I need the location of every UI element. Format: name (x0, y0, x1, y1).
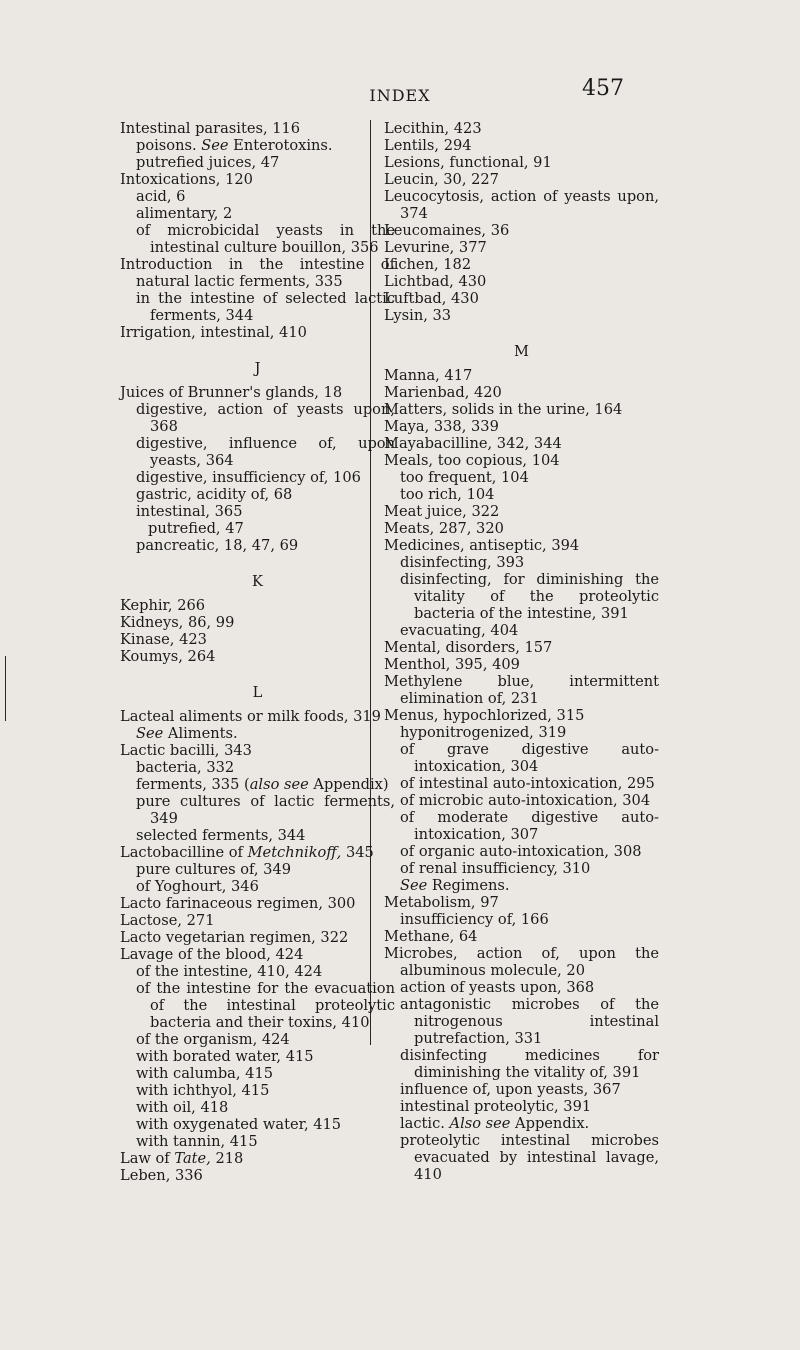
index-subentry: action of yeasts upon, 368 (400, 979, 595, 996)
entry-italic-name: Tate, (174, 1150, 211, 1167)
index-entry: Menthol, 395, 409 (384, 656, 520, 673)
index-entry: Lactose, 271 (120, 912, 215, 929)
index-subentry: intestinal, 365 (136, 503, 243, 520)
index-entry: Manna, 417 (384, 367, 473, 384)
index-entry: Mental, disorders, 157 (384, 639, 553, 656)
index-entry: Intoxications, 120 (120, 171, 253, 188)
index-subentry: of the intestine, 410, 424 (136, 963, 323, 980)
index-subentry: too frequent, 104 (400, 469, 529, 486)
index-entry: Lacto farinaceous regimen, 300 (120, 895, 356, 912)
index-entry: Meats, 287, 320 (384, 520, 504, 537)
entry-ref: Regimens. (427, 877, 510, 894)
entry-text: Appendix. (510, 1115, 590, 1132)
index-entry: Koumys, 264 (120, 648, 216, 665)
index-entry: Menus, hypochlorized, 315 (384, 707, 585, 724)
entry-text: lactic. (400, 1115, 450, 1132)
index-entry: Methane, 64 (384, 928, 478, 945)
index-subentry: antagonistic microbes of the nitrogenous intestinal putrefaction, 331 (400, 996, 659, 1047)
entry-text: ferments, 335 ( (136, 776, 250, 793)
index-column-right (384, 120, 659, 1183)
section-letter-l: L (252, 684, 263, 701)
index-entry: Lacteal aliments or milk foods, 319 (120, 708, 381, 725)
margin-mark (5, 656, 6, 721)
index-subentry: disinfecting medicines for diminishing the vitality of, 391 (400, 1047, 659, 1081)
index-entry: Juices of Brunner's glands, 18 (120, 384, 343, 401)
index-subentry: of the organism, 424 (136, 1031, 290, 1048)
index-entry: Leben, 336 (120, 1167, 203, 1184)
index-subentry: evacuating, 404 (400, 622, 519, 639)
entry-label: poisons. (136, 137, 202, 154)
index-entry: Lentils, 294 (384, 137, 472, 154)
index-subentry: intestinal proteolytic, 391 (400, 1098, 592, 1115)
entry-text: 218 (210, 1150, 244, 1167)
entry-see: See (136, 725, 164, 742)
index-entry: Lactic bacilli, 343 (120, 742, 252, 759)
index-entry: Marienbad, 420 (384, 384, 502, 401)
index-entry: Levurine, 377 (384, 239, 487, 256)
index-entry: Kinase, 423 (120, 631, 207, 648)
index-entry: Microbes, action of, upon the albuminous molecule, 20 (384, 945, 659, 979)
index-entry: Lysin, 33 (384, 307, 452, 324)
index-entry: Mayabacilline, 342, 344 (384, 435, 562, 452)
index-subentry: gastric, acidity of, 68 (136, 486, 293, 503)
entry-text: Appendix) (308, 776, 389, 793)
index-entry: Introduction in the intestine of natural lactic ferments, 335 (120, 256, 395, 290)
index-subentry: hyponitrogenized, 319 (400, 724, 567, 741)
index-subentry: putrefied, 47 (148, 520, 244, 537)
entry-text: 345 (341, 844, 374, 861)
index-subentry: of microbic auto-intoxication, 304 (400, 792, 651, 809)
entry-text: Law of (120, 1150, 175, 1167)
index-entry: Lacto vegetarian regimen, 322 (120, 929, 349, 946)
index-entry (120, 844, 395, 861)
index-subentry: with ichthyol, 415 (136, 1082, 270, 1099)
index-subentry (384, 1115, 659, 1132)
entry-italic-name: Metchnikoff, (247, 844, 342, 861)
entry-see: Also see (449, 1115, 511, 1132)
index-entry: Leucin, 30, 227 (384, 171, 499, 188)
index-entry: Lichen, 182 (384, 256, 472, 273)
index-subentry: in the intestine of selected lactic ferments, 344 (136, 290, 395, 324)
index-subentry (384, 877, 659, 894)
index-entry: Lichtbad, 430 (384, 273, 487, 290)
index-subentry: with borated water, 415 (136, 1048, 314, 1065)
index-entry: Leucocytosis, action of yeasts upon, 374 (384, 188, 659, 222)
entry-ref: Aliments. (163, 725, 238, 742)
index-subentry: pancreatic, 18, 47, 69 (136, 537, 299, 554)
index-entry: Methylene blue, intermittent elimination of, 231 (384, 673, 659, 707)
entry-text: Lactobacilline of (120, 844, 248, 861)
index-subentry: alimentary, 2 (136, 205, 233, 222)
index-subentry: digestive, action of yeasts upon, 368 (136, 401, 395, 435)
index-entry: Lecithin, 423 (384, 120, 482, 137)
index-subentry (120, 776, 395, 793)
index-entry: Metabolism, 97 (384, 894, 499, 911)
index-subentry: with tannin, 415 (136, 1133, 258, 1150)
page-number: 457 (582, 76, 624, 101)
section-letter-j: J (254, 360, 261, 377)
index-subentry: with calumba, 415 (136, 1065, 274, 1082)
entry-see: See (400, 877, 428, 894)
index-subentry: of renal insufficiency, 310 (400, 860, 591, 877)
index-subentry: disinfecting, 393 (400, 554, 525, 571)
index-entry: Intestinal parasites, 116 (120, 120, 301, 137)
index-subentry: influence of, upon yeasts, 367 (400, 1081, 621, 1098)
index-subentry: selected ferments, 344 (136, 827, 306, 844)
index-subentry: pure cultures of, 349 (136, 861, 292, 878)
section-letter-k: K (252, 573, 263, 590)
index-entry: Matters, solids in the urine, 164 (384, 401, 623, 418)
index-entry: Lesions, functional, 91 (384, 154, 552, 171)
index-entry: Lavage of the blood, 424 (120, 946, 304, 963)
index-entry (120, 1150, 395, 1167)
index-subentry: of Yoghourt, 346 (136, 878, 259, 895)
index-entry: Irrigation, intestinal, 410 (120, 324, 307, 341)
index-entry: Meals, too copious, 104 (384, 452, 560, 469)
index-subentry: insufficiency of, 166 (400, 911, 549, 928)
index-entry: Meat juice, 322 (384, 503, 500, 520)
running-head: INDEX (369, 86, 431, 105)
index-subentry: proteolytic intestinal microbes evacuated by intestinal lavage, 410 (400, 1132, 659, 1183)
index-subentry: with oil, 418 (136, 1099, 229, 1116)
index-entry: Kephir, 266 (120, 597, 206, 614)
index-subentry: of the intestine for the evacuation of the intestinal proteolytic bacteria and their toxins, 410 (136, 980, 395, 1031)
index-subentry: digestive, influence of, upon yeasts, 364 (136, 435, 395, 469)
index-column-left (120, 120, 395, 1184)
index-subentry: too rich, 104 (400, 486, 495, 503)
entry-ref: Enterotoxins. (228, 137, 333, 154)
index-subentry: of moderate digestive auto-intoxication, 307 (400, 809, 659, 843)
index-subentry: of organic auto-intoxication, 308 (400, 843, 642, 860)
index-subentry: of intestinal auto-intoxication, 295 (400, 775, 655, 792)
index-subentry (120, 725, 395, 742)
entry-see: also see (249, 776, 309, 793)
entry-see: See (201, 137, 229, 154)
index-entry: Leucomaines, 36 (384, 222, 510, 239)
index-entry: Kidneys, 86, 99 (120, 614, 235, 631)
index-subentry: putrefied juices, 47 (136, 154, 280, 171)
index-subentry: pure cultures of lactic ferments, 349 (136, 793, 395, 827)
index-entry: Maya, 338, 339 (384, 418, 499, 435)
index-subentry: bacteria, 332 (136, 759, 235, 776)
index-subentry (120, 137, 395, 154)
index-subentry: disinfecting, for diminishing the vitality of the proteolytic bacteria of the intestine, 391 (400, 571, 659, 622)
index-entry: Luftbad, 430 (384, 290, 479, 307)
index-subentry: acid, 6 (136, 188, 186, 205)
index-subentry: digestive, insufficiency of, 106 (136, 469, 361, 486)
index-subentry: of microbicidal yeasts in the intestinal culture bouillon, 356 (136, 222, 395, 256)
section-letter-m: M (514, 343, 529, 360)
index-subentry: with oxygenated water, 415 (136, 1116, 342, 1133)
index-subentry: of grave digestive auto-intoxication, 304 (400, 741, 659, 775)
index-entry: Medicines, antiseptic, 394 (384, 537, 580, 554)
